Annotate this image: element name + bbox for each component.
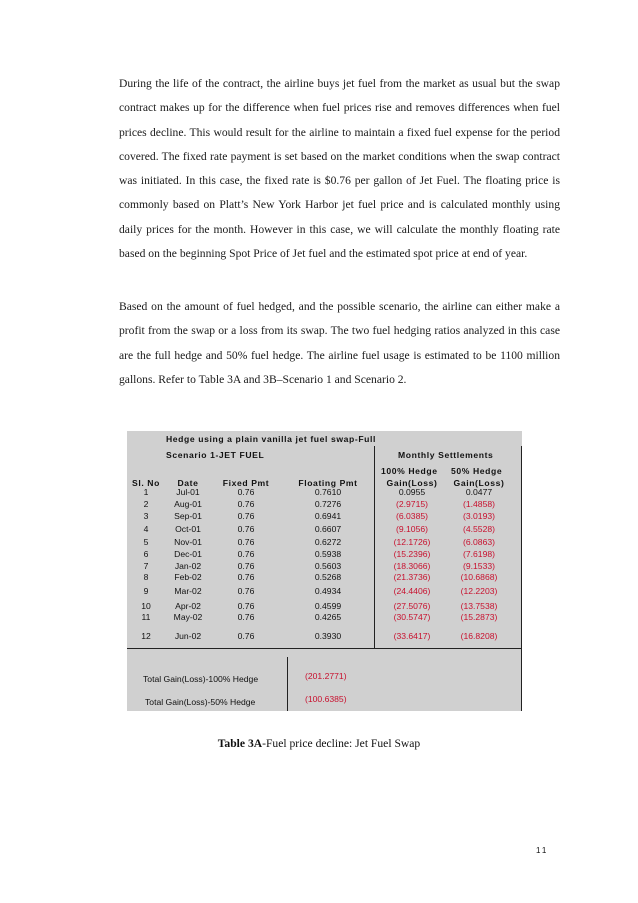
cell-g100: (33.6417) (393, 631, 431, 641)
cell-no: 2 (143, 499, 149, 509)
table-scenario: Scenario 1-JET FUEL (166, 450, 265, 460)
monthly-settlements-header: Monthly Settlements (398, 450, 494, 460)
cell-g100: (6.0385) (395, 511, 428, 521)
cell-fixed: 0.76 (237, 499, 255, 509)
total50-value: (100.6385) (305, 694, 347, 704)
cell-date: Nov-01 (174, 537, 202, 547)
cell-g50: (12.2203) (460, 586, 498, 596)
total100-label: Total Gain(Loss)-100% Hedge (143, 674, 259, 684)
caption-text: -Fuel price decline: Jet Fuel Swap (262, 737, 421, 750)
cell-fixed: 0.76 (237, 487, 255, 497)
divider-settlements (374, 446, 375, 648)
cell-g100: (12.1726) (393, 537, 431, 547)
hedge50-header: 50% Hedge (451, 466, 503, 476)
cell-floating: 0.5938 (314, 549, 342, 559)
cell-g50: (15.2873) (460, 612, 498, 622)
cell-date: Apr-02 (175, 601, 201, 611)
cell-fixed: 0.76 (237, 631, 255, 641)
cell-floating: 0.5268 (314, 572, 342, 582)
caption-label: Table 3A (217, 737, 263, 750)
cell-floating: 0.5603 (314, 561, 342, 571)
cell-floating: 0.4599 (314, 601, 342, 611)
cell-no: 9 (143, 586, 149, 596)
table-caption (0, 737, 638, 750)
cell-fixed: 0.76 (237, 537, 255, 547)
cell-g50: (10.6868) (460, 572, 498, 582)
divider-totals-label (287, 657, 288, 711)
cell-g50: (6.0863) (462, 537, 495, 547)
cell-g50: (13.7538) (460, 601, 498, 611)
cell-floating: 0.6607 (314, 524, 342, 534)
cell-fixed: 0.76 (237, 511, 255, 521)
cell-fixed: 0.76 (237, 524, 255, 534)
cell-fixed: 0.76 (237, 572, 255, 582)
cell-no: 12 (141, 631, 151, 641)
cell-date: Sep-01 (174, 511, 202, 521)
col-header-floating: Floating Pmt (298, 478, 358, 488)
cell-fixed: 0.76 (237, 561, 255, 571)
cell-date: Oct-01 (175, 524, 201, 534)
cell-no: 8 (143, 572, 149, 582)
cell-g50: (1.4858) (462, 499, 495, 509)
cell-g100: (24.4406) (393, 586, 431, 596)
cell-floating: 0.7276 (314, 499, 342, 509)
page-number: 11 (536, 846, 549, 855)
cell-date: Jul-01 (176, 487, 200, 497)
cell-floating: 0.3930 (314, 631, 342, 641)
cell-no: 5 (143, 537, 149, 547)
cell-date: Aug-01 (174, 499, 202, 509)
total50-label: Total Gain(Loss)-50% Hedge (145, 697, 256, 707)
cell-floating: 0.4934 (314, 586, 342, 596)
cell-no: 3 (143, 511, 149, 521)
cell-no: 4 (143, 524, 149, 534)
cell-g100: (15.2396) (393, 549, 431, 559)
cell-no: 7 (143, 561, 149, 571)
cell-g50: (7.6198) (462, 549, 495, 559)
cell-g100: (21.3736) (393, 572, 431, 582)
cell-fixed: 0.76 (237, 586, 255, 596)
col-header-gain100: Gain(Loss) (386, 478, 438, 488)
cell-date: May-02 (173, 612, 203, 622)
hedge-table (127, 431, 522, 711)
cell-date: Feb-02 (174, 572, 202, 582)
cell-g50: 0.0477 (465, 487, 493, 497)
cell-date: Dec-01 (174, 549, 202, 559)
paragraph-hedge-ratios: Based on the amount of fuel hedged, and the possible scenario, the airline can either make a profit from the swap or a loss from its swap. The two fuel hedging ratios analyzed in this case are the full hedge and 50% fuel hedge. The airline fuel usage is estimated to be 1100 million gallons. Refer to Table 3A and 3B–Scenario 1 and Scenario 2. (119, 300, 560, 386)
cell-floating: 0.4265 (314, 612, 342, 622)
col-header-fixed: Fixed Pmt (222, 478, 270, 488)
cell-fixed: 0.76 (237, 601, 255, 611)
cell-date: Mar-02 (174, 586, 202, 596)
cell-g100: 0.0955 (398, 487, 426, 497)
cell-no: 10 (141, 601, 151, 611)
total100-value: (201.2771) (305, 671, 347, 681)
cell-g100: (27.5076) (393, 601, 431, 611)
cell-no: 1 (143, 487, 149, 497)
cell-floating: 0.7610 (314, 487, 342, 497)
cell-date: Jan-02 (174, 561, 202, 571)
cell-floating: 0.6941 (314, 511, 342, 521)
divider-totals (127, 648, 522, 649)
hedge100-header: 100% Hedge (381, 466, 438, 476)
col-header-slno: Sl. No (132, 478, 160, 488)
cell-g100: (9.1056) (395, 524, 428, 534)
cell-date: Jun-02 (174, 631, 202, 641)
cell-g100: (30.5747) (393, 612, 431, 622)
cell-g50: (9.1533) (462, 561, 495, 571)
cell-no: 11 (141, 612, 151, 622)
cell-fixed: 0.76 (237, 612, 255, 622)
divider-right-edge (521, 446, 522, 711)
table-title: Hedge using a plain vanilla jet fuel swap-Full (166, 434, 377, 444)
cell-g50: (16.8208) (460, 631, 498, 641)
paragraph-swap-contract: During the life of the contract, the airline buys jet fuel from the market as usual but the swap contract makes up for the difference when fuel prices rise and removes differences when fuel prices decline. This would result for the airline to maintain a fixed fuel expense for the period covered. The fixed rate payment is set based on the market conditions when the swap contract was initiated. In this case, the fixed rate is $0.76 per gallon of Jet Fuel. The floating price is commonly based on Platt’s New York Harbor jet fuel price and is calculated monthly using daily prices for the month. However in this case, we will calculate the monthly floating rate based on the beginning Spot Price of Jet fuel and the estimated spot price at end of year. (119, 77, 560, 261)
cell-no: 6 (143, 549, 149, 559)
cell-g50: (3.0193) (462, 511, 495, 521)
cell-floating: 0.6272 (314, 537, 342, 547)
cell-g100: (18.3066) (393, 561, 431, 571)
cell-g100: (2.9715) (395, 499, 428, 509)
col-header-gain50: Gain(Loss) (453, 478, 505, 488)
cell-g50: (4.5528) (462, 524, 495, 534)
cell-fixed: 0.76 (237, 549, 255, 559)
col-header-date: Date (177, 478, 199, 488)
